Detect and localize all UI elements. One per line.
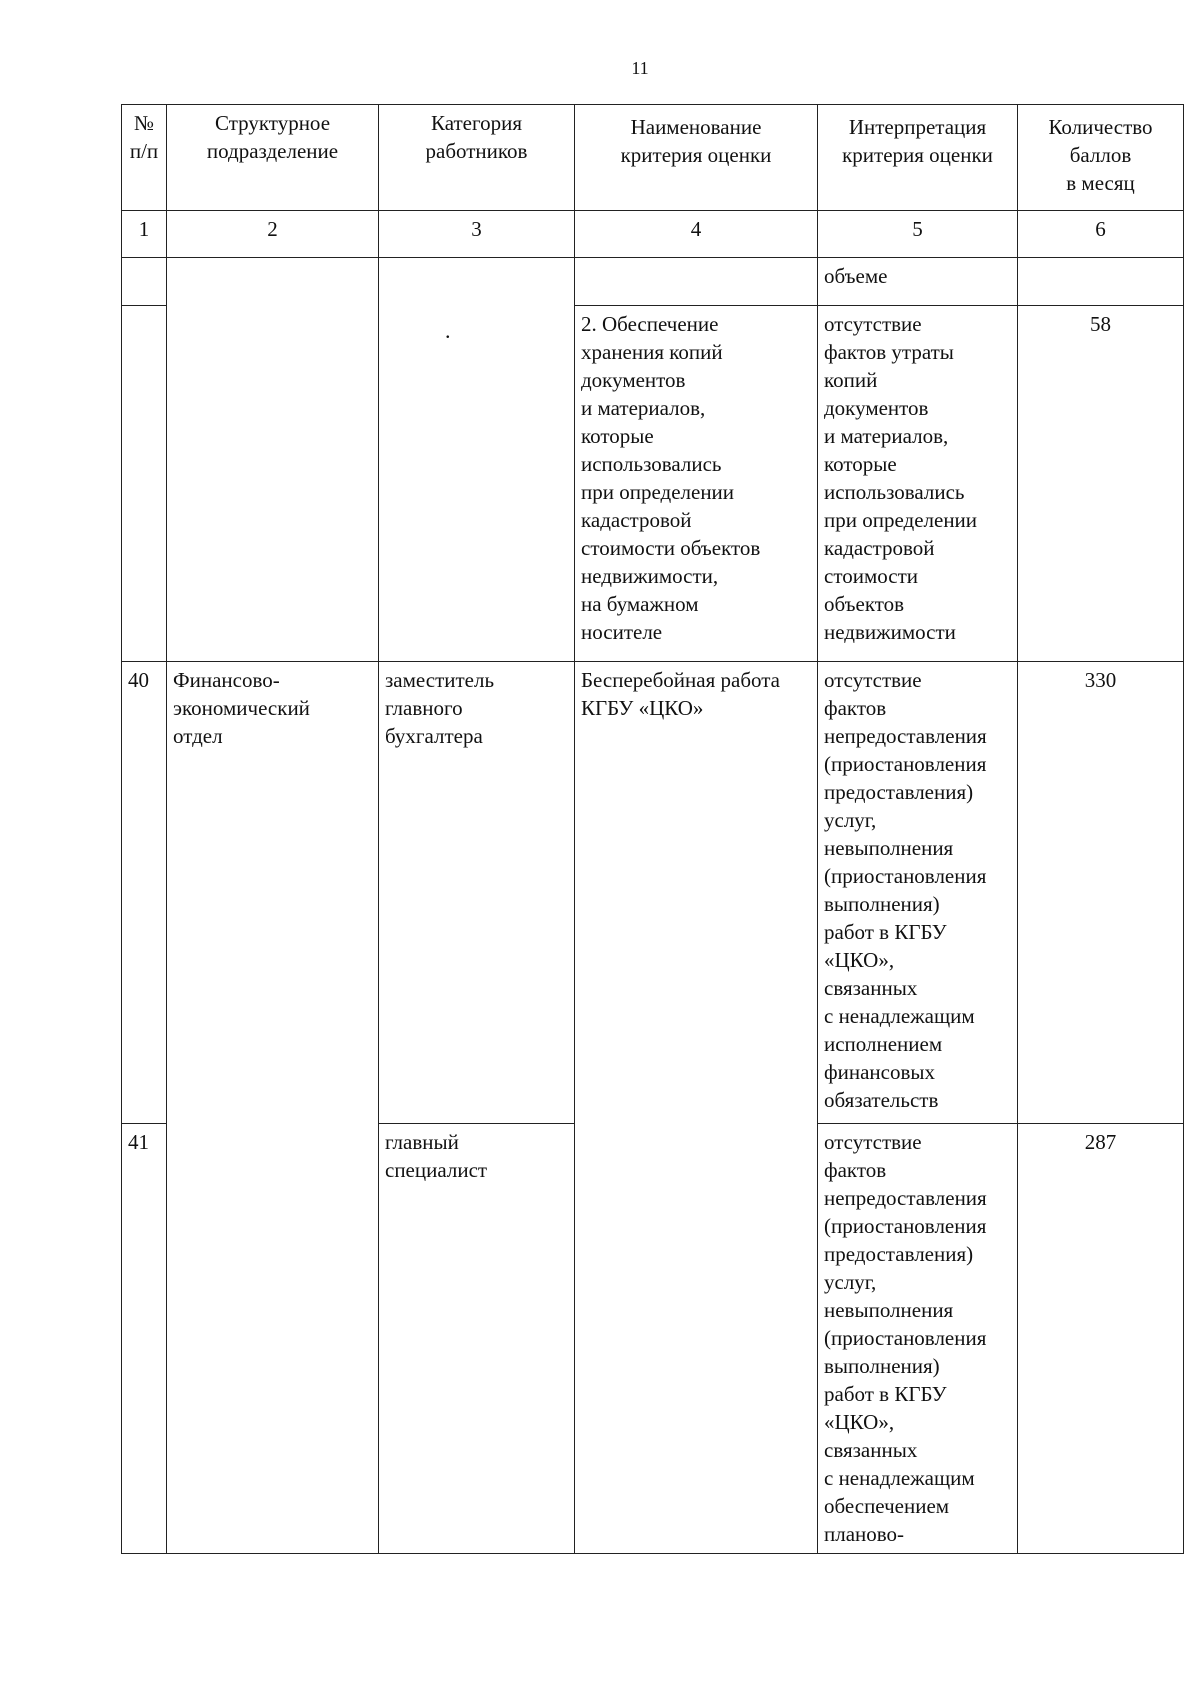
- table-row-40: [122, 662, 1184, 1124]
- column-number-6: 6: [1018, 211, 1184, 258]
- row-storage-points: 58: [1018, 306, 1184, 662]
- header-department: Структурное подразделение: [167, 105, 379, 211]
- row-40-number: 40: [122, 662, 167, 1124]
- column-number-5: 5: [818, 211, 1018, 258]
- table-row-continued: [122, 258, 1184, 306]
- header-number: № п/п: [122, 105, 167, 211]
- column-number-1: 1: [122, 211, 167, 258]
- row-continued-number: [122, 258, 167, 306]
- row-storage-interpretation: отсутствие фактов утраты копий документов и материалов, которые использовались при определении кадастровой стоимости объектов недвижимости: [818, 306, 1018, 662]
- table-header-row: [122, 105, 1184, 211]
- row-storage-criterion: 2. Обеспечение хранения копий документов и материалов, которые использовались при определении кадастровой стоимости объектов недвижимости, на бумажном носителе: [575, 306, 818, 662]
- row-41-category: главный специалист: [379, 1124, 575, 1554]
- column-number-4: 4: [575, 211, 818, 258]
- row-continued-department: [167, 258, 379, 662]
- row-continued-criterion: [575, 258, 818, 306]
- row-continued-points: [1018, 258, 1184, 306]
- row-continued-interpretation: объеме: [818, 258, 1018, 306]
- row-40-criterion: Бесперебойная работа КГБУ «ЦКО»: [575, 662, 818, 1554]
- row-40-category: заместитель главного бухгалтера: [379, 662, 575, 1124]
- column-number-2: 2: [167, 211, 379, 258]
- header-points: Количество баллов в месяц: [1018, 105, 1184, 211]
- row-40-interpretation: отсутствие фактов непредоставления (приостановления предоставления) услуг, невыполнения (приостановления выполнения) работ в КГБУ «ЦКО», связанных с ненадлежащим исполнением финансовых обязательств: [818, 662, 1018, 1124]
- row-40-points: 330: [1018, 662, 1184, 1124]
- row-41-interpretation: отсутствие фактов непредоставления (приостановления предоставления) услуг, невыполнения (приостановления выполнения) работ в КГБУ «ЦКО», связанных с ненадлежащим обеспечением планово-: [818, 1124, 1018, 1554]
- row-storage-number: [122, 306, 167, 662]
- criteria-table: [121, 104, 1184, 1554]
- page-number: 11: [631, 58, 649, 78]
- row-41-points: 287: [1018, 1124, 1184, 1554]
- row-41-number: 41: [122, 1124, 167, 1554]
- header-criterion: Наименование критерия оценки: [575, 105, 818, 211]
- row-continued-category: [379, 258, 575, 662]
- row-40-department: Финансово- экономический отдел: [167, 662, 379, 1554]
- column-number-row: [122, 211, 1184, 258]
- header-interpretation: Интерпретация критерия оценки: [818, 105, 1018, 211]
- header-category: Категория работников: [379, 105, 575, 211]
- column-number-3: 3: [379, 211, 575, 258]
- stray-dot-mark: .: [445, 318, 451, 343]
